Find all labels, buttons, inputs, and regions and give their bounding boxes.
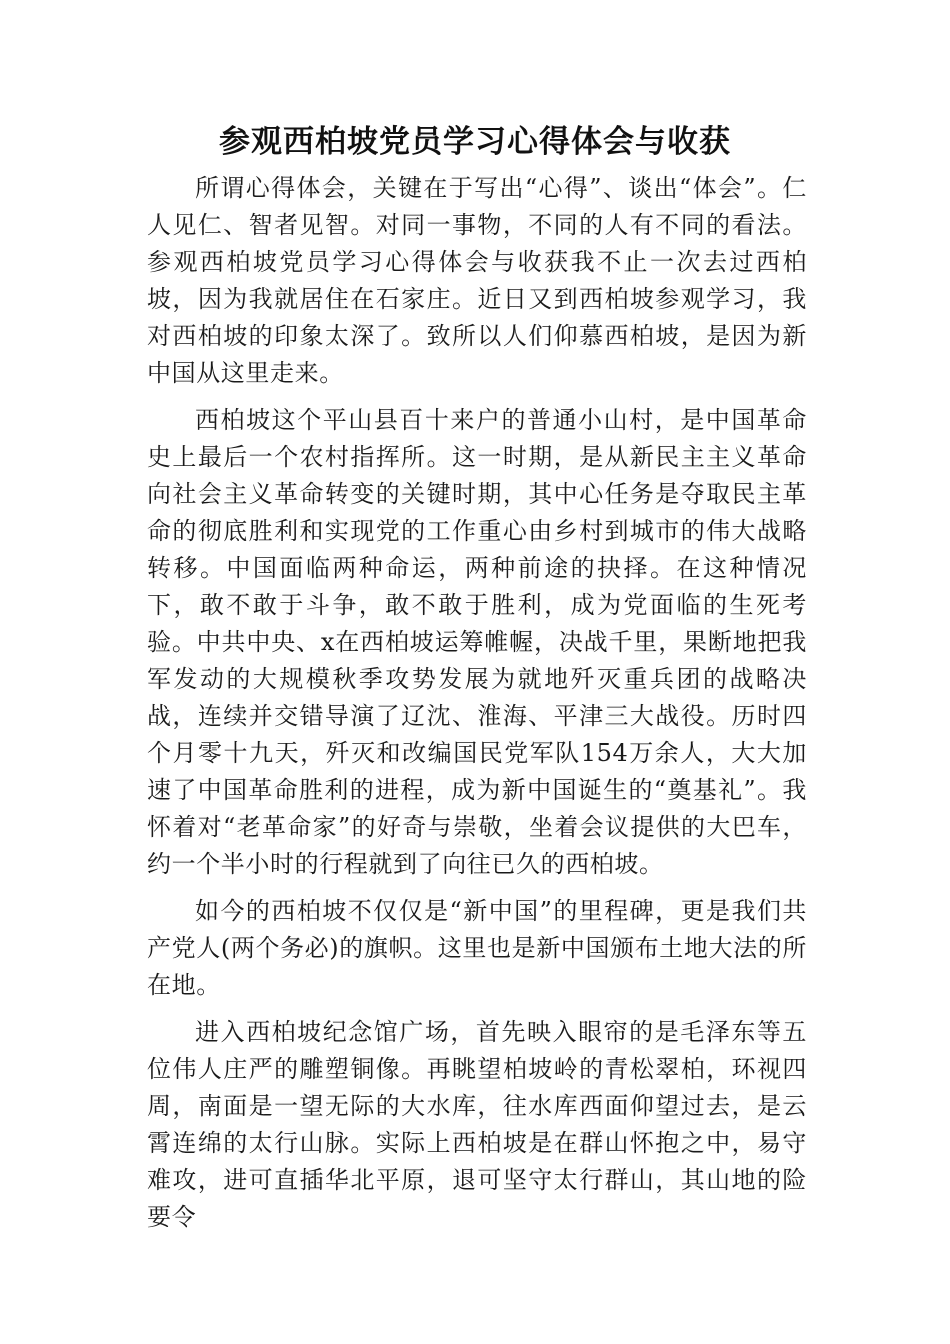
paragraph-3: 如今的西柏坡不仅仅是“新中国”的里程碑，更是我们共产党人(两个务必)的旗帜。这里也是新中国颁布土地大法的所在地。 bbox=[147, 897, 807, 999]
paragraph-2: 西柏坡这个平山县百十来户的普通小山村，是中国革命史上最后一个农村指挥所。这一时期，是从新民主主义革命向社会主义革命转变的关键时期，其中心任务是夺取民主革命的彻底胜利和实现党的工作重心由乡村到城市的伟大战略转移。中国面临两种命运，两种前途的抉择。在这种情况下，敢不敢于斗争，敢不敢于胜利，成为党面临的生死考验。中共中央、x在西柏坡运筹帷幄，决战千里，果断地把我军发动的大规模秋季攻势发展为就地歼灭重兵团的战略决战，连续并交错导演了辽沈、淮海、平津三大战役。历时四个月零十九天，歼灭和改编国民党军队154万余人，大大加速了中国革命胜利的进程，成为新中国诞生的“奠基礼”。我怀着对“老革命家”的好奇与崇敬，坐着会议提供的大巴车，约一个半小时的行程就到了向往已久的西柏坡。 bbox=[147, 406, 807, 878]
document-body bbox=[147, 170, 807, 1246]
paragraph-4: 进入西柏坡纪念馆广场，首先映入眼帘的是毛泽东等五位伟人庄严的雕塑铜像。再眺望柏坡岭的青松翠柏，环视四周，南面是一望无际的大水库，往水库西面仰望过去，是云霄连绵的太行山脉。实际上西柏坡是在群山怀抱之中，易守难攻，进可直插华北平原，退可坚守太行群山，其山地的险要令 bbox=[147, 1018, 807, 1231]
document-title: 参观西柏坡党员学习心得体会与收获 bbox=[219, 124, 731, 160]
paragraph-1: 所谓心得体会，关键在于写出“心得”、谈出“体会”。仁人见仁、智者见智。对同一事物，不同的人有不同的看法。参观西柏坡党员学习心得体会与收获我不止一次去过西柏坡，因为我就居住在石家庄。近日又到西柏坡参观学习，我对西柏坡的印象太深了。致所以人们仰慕西柏坡，是因为新中国从这里走来。 bbox=[147, 174, 807, 387]
